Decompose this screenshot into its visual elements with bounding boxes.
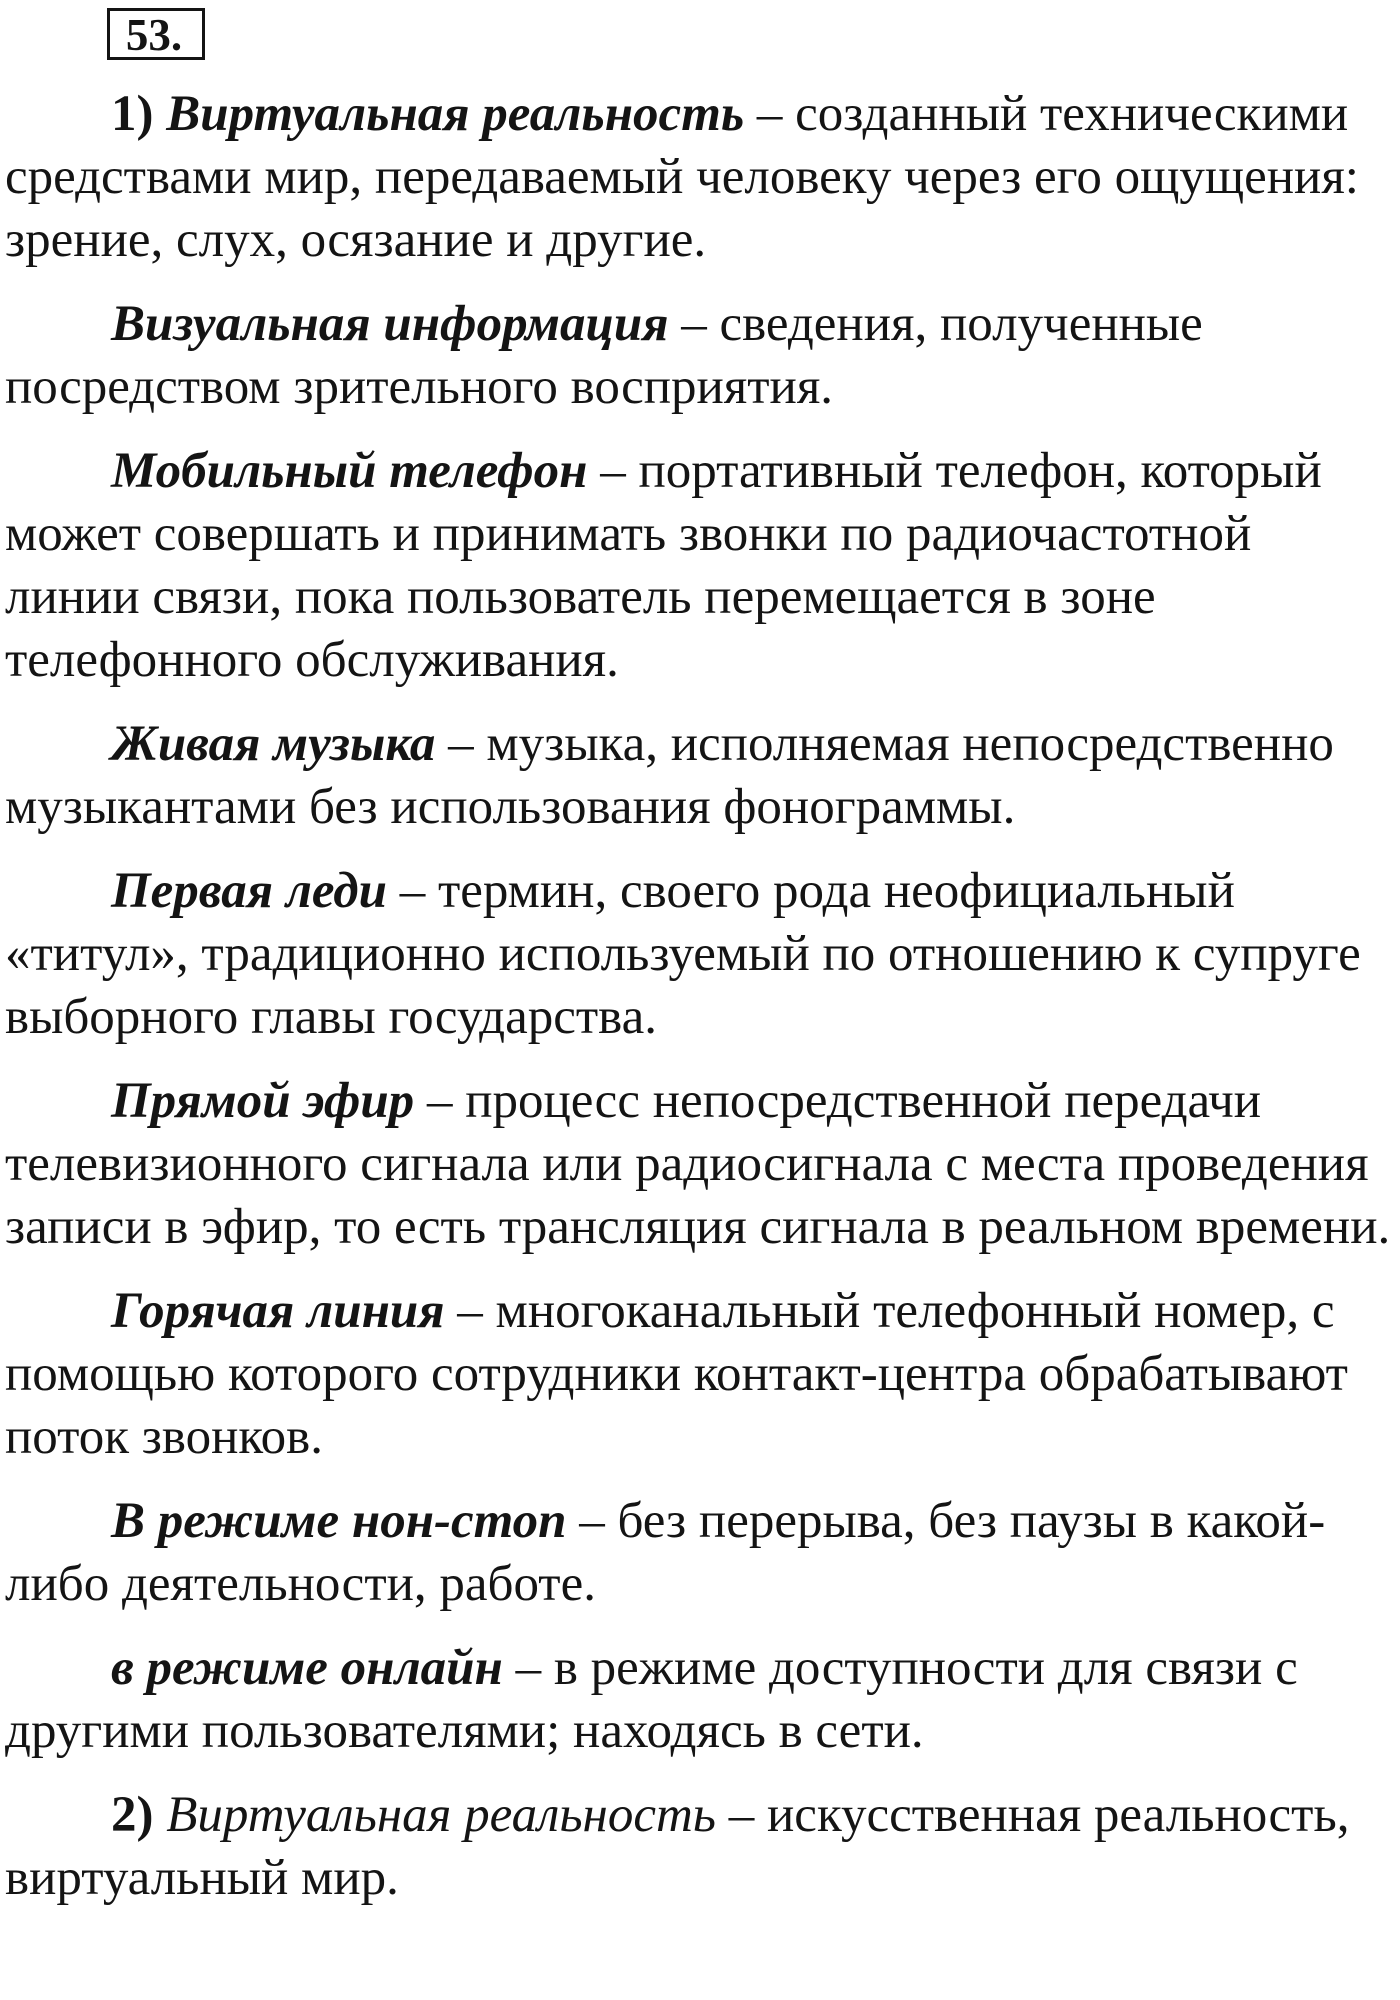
definition-paragraph: [5, 1490, 1395, 1616]
part-label: 2): [111, 1787, 154, 1843]
definition-text: – без перерыва, без паузы в какой-либо деятельности, работе.: [5, 1493, 1326, 1612]
definition-text: – сведения, полученные посредством зрительного восприятия.: [5, 296, 1203, 415]
definition-paragraph: [5, 1637, 1395, 1763]
definition-paragraph: [5, 293, 1395, 419]
definition-term: Визуальная информация: [111, 296, 669, 352]
definition-text: – портативный телефон, который может совершать и принимать звонки по радиочастотной линии связи, пока пользователь перемещается в зоне телефонного обслуживания.: [5, 443, 1322, 688]
definition-term: в режиме онлайн: [111, 1640, 503, 1696]
part-label: 1): [111, 86, 154, 142]
part2-paragraph: [5, 1784, 1395, 1910]
definition-term: Мобильный телефон: [111, 443, 588, 499]
definition-term: Виртуальная реальность: [166, 86, 745, 142]
definition-term: Живая музыка: [111, 716, 436, 772]
definition-text: – в режиме доступности для связи с другими пользователями; находясь в сети.: [5, 1640, 1298, 1759]
definition-text: – процесс непосредственной передачи телевизионного сигнала или радиосигнала с места проведения записи в эфир, то есть трансляция сигнала в реальном времени.: [5, 1073, 1391, 1255]
definition-term: Горячая линия: [111, 1283, 445, 1339]
definition-paragraph: [5, 1070, 1395, 1259]
definition-paragraph: [5, 440, 1395, 692]
definition-text: – термин, своего рода неофициальный «титул», традиционно используемый по отношению к супруге выборного главы государства.: [5, 863, 1361, 1045]
exercise-number: 53.: [107, 8, 205, 60]
definition-term: Первая леди: [111, 863, 387, 919]
definition-text: – многоканальный телефонный номер, с помощью которого сотрудники контакт-центра обрабатывают поток звонков.: [5, 1283, 1348, 1465]
definition-paragraph: [5, 83, 1395, 272]
definition-term: Виртуальная реальность: [166, 1787, 717, 1843]
definition-text: – музыка, исполняемая непосредственно музыкантами без использования фонограммы.: [5, 716, 1334, 835]
answer-content: [5, 83, 1395, 1931]
definition-text: – искусственная реальность, виртуальный мир.: [5, 1787, 1350, 1906]
definition-text: – созданный техническими средствами мир, передаваемый человеку через его ощущения: зрение, слух, осязание и другие.: [5, 86, 1359, 268]
definition-term: Прямой эфир: [111, 1073, 415, 1129]
definition-paragraph: [5, 713, 1395, 839]
definition-paragraph: [5, 860, 1395, 1049]
definition-paragraph: [5, 1280, 1395, 1469]
definition-term: В режиме нон-стоп: [111, 1493, 567, 1549]
